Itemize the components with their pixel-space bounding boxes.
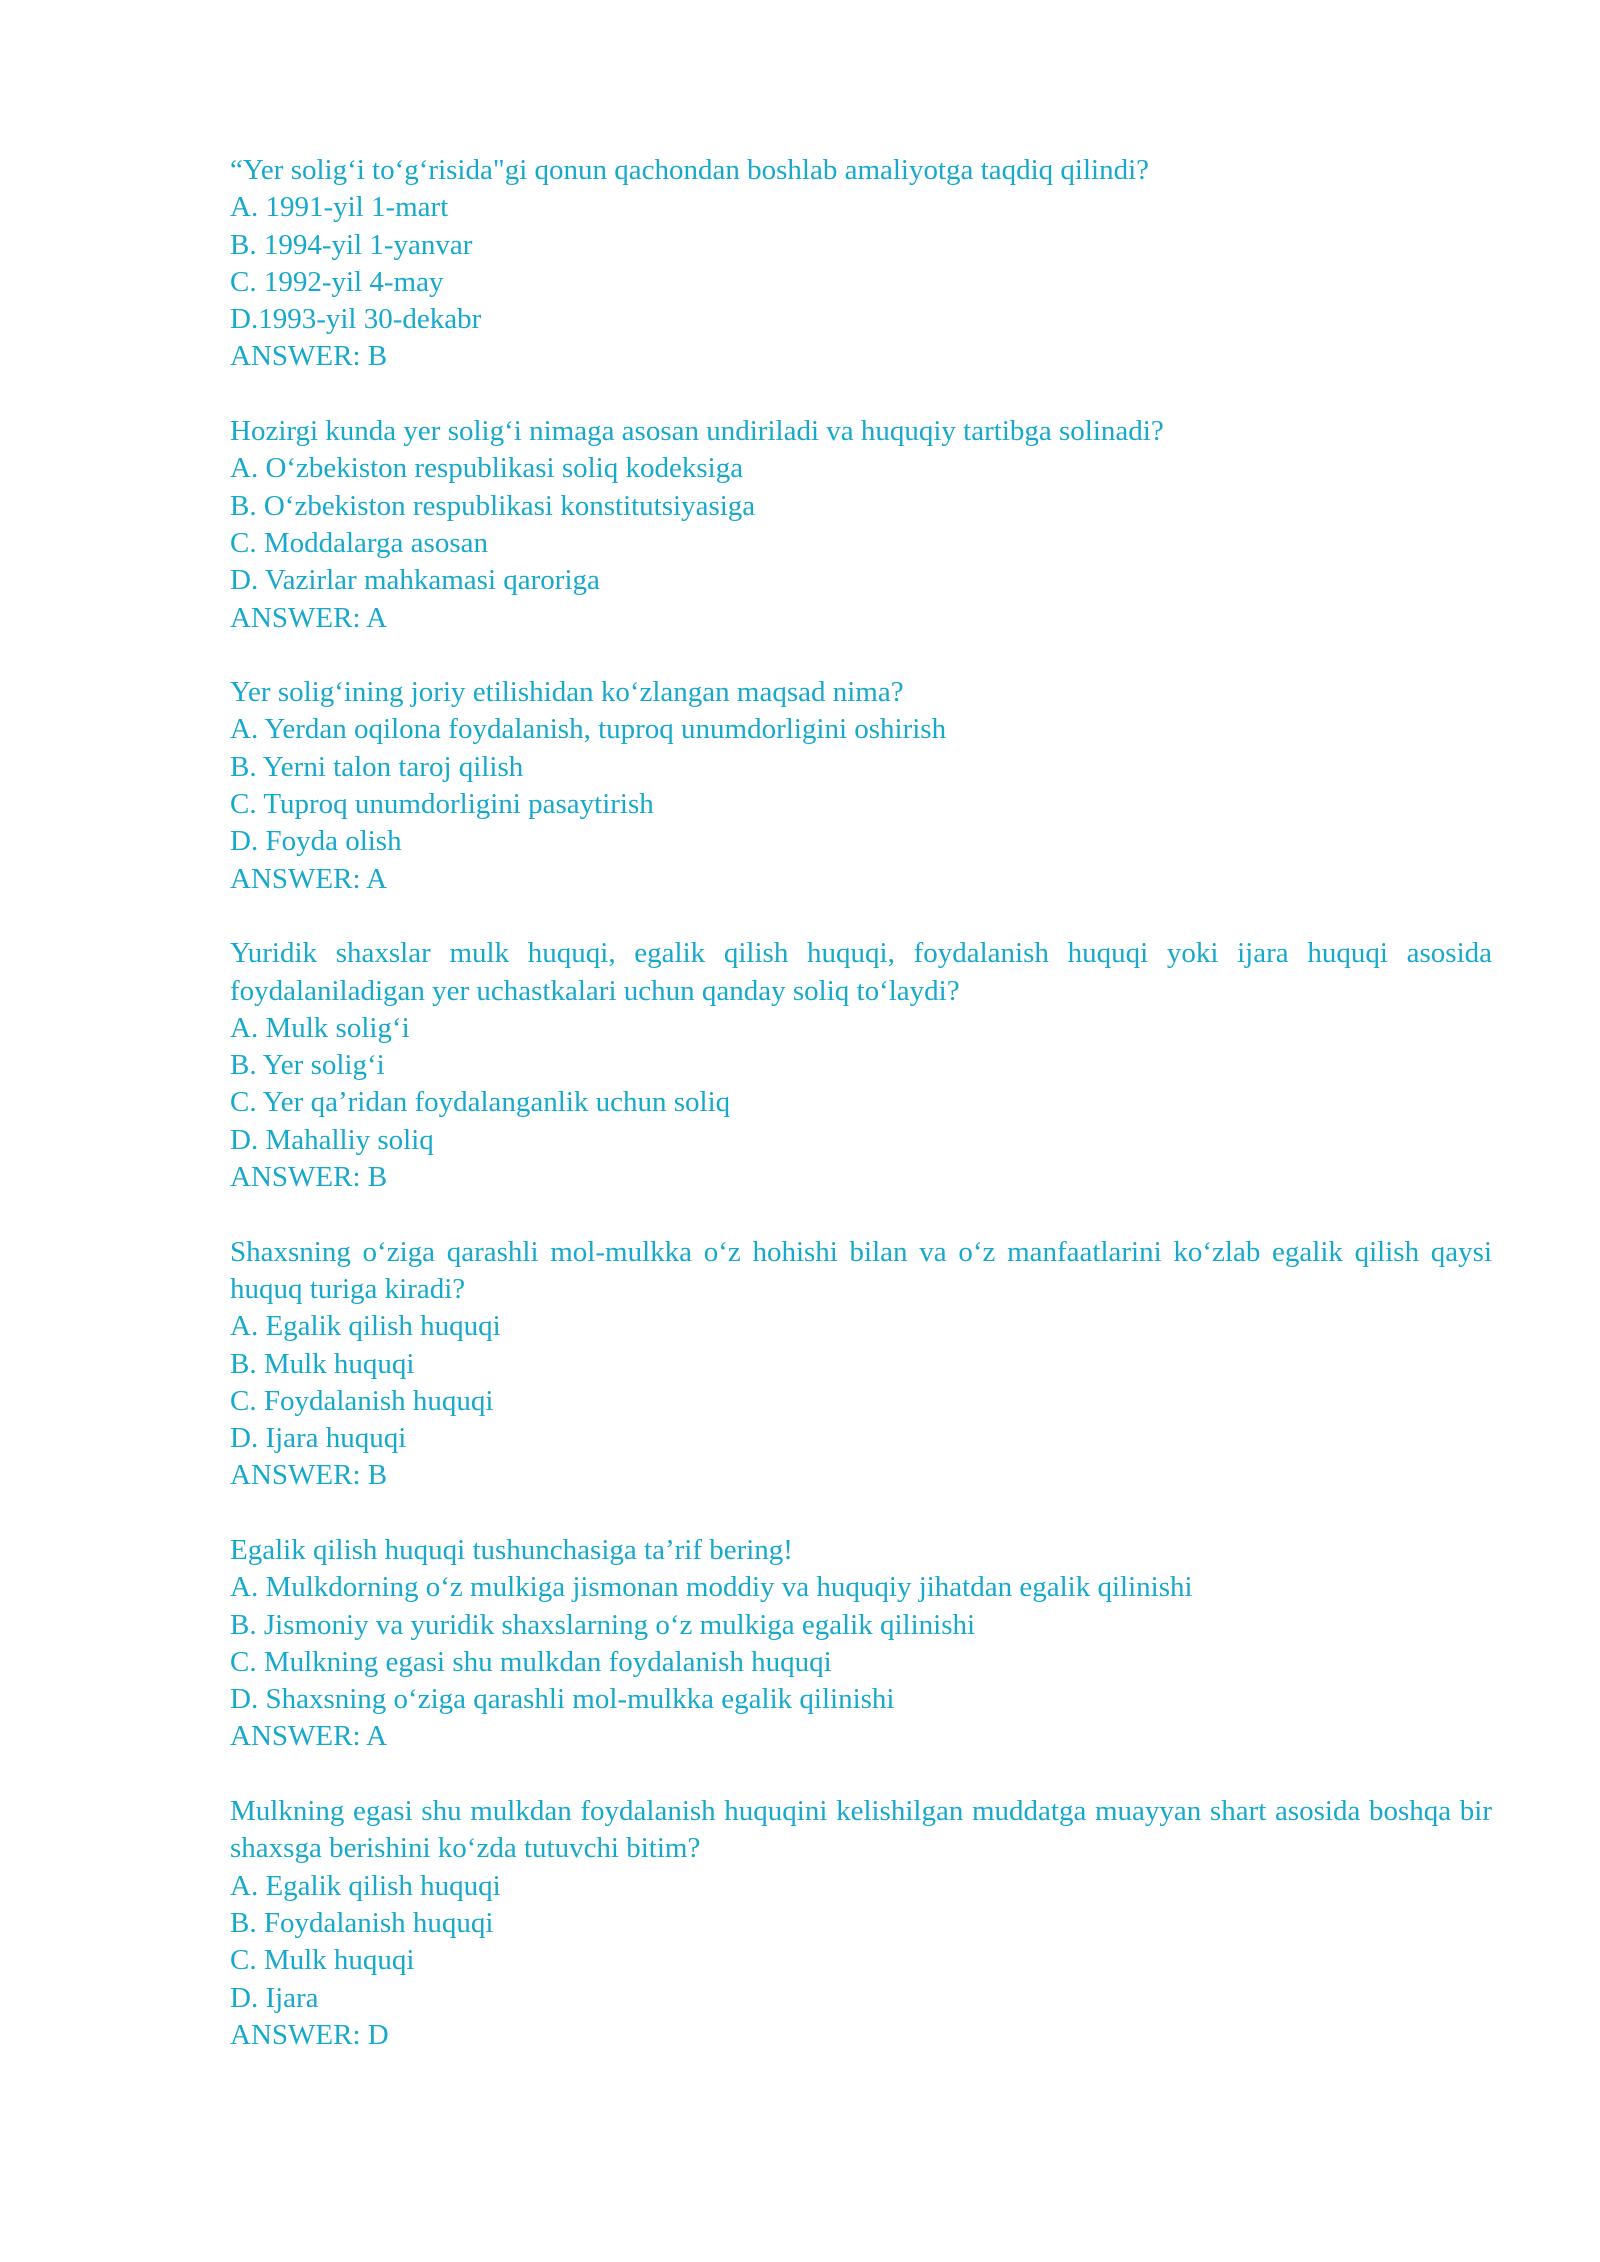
answer-option: D. Shaxsning o‘ziga qarashli mol-mulkka egalik qilinishi xyxy=(230,1683,895,1716)
answer-option: A. Yerdan oqilona foydalanish, tuproq unumdorligini oshirish xyxy=(230,713,947,746)
answer-option: B. Yer solig‘i xyxy=(230,1049,385,1082)
question-text: Egalik qilish huquqi tushunchasiga ta’rif bering! xyxy=(230,1533,793,1566)
answer-option: D. Foyda olish xyxy=(230,825,402,858)
question-text: Yuridik shaxslar mulk huquqi, egalik qilish huquqi, foydalanish huquqi yoki ijara huquqi asosida foydalaniladigan yer uchastkalari uchun qanday soliq to‘laydi? xyxy=(230,937,1492,1007)
answer-option: D. Ijara xyxy=(230,1981,319,2014)
answer-option: B. 1994-yil 1-yanvar xyxy=(230,228,473,261)
answer-option: B. Mulk huquqi xyxy=(230,1347,415,1380)
answer-option: A. Mulkdorning o‘z mulkiga jismonan moddiy va huquqiy jihatdan egalik qilinishi xyxy=(230,1571,1193,1604)
quiz-content xyxy=(230,152,1492,2091)
correct-answer: ANSWER: A xyxy=(230,601,388,634)
answer-option: D.1993-yil 30-dekabr xyxy=(230,303,482,336)
question-text: “Yer solig‘i to‘g‘risida"gi qonun qachondan boshlab amaliyotga taqdiq qilindi? xyxy=(230,154,1150,186)
answer-option: C. Yer qa’ridan foydalanganlik uchun soliq xyxy=(230,1086,731,1119)
question-block xyxy=(230,413,1492,637)
correct-answer: ANSWER: B xyxy=(230,1161,388,1194)
question-block xyxy=(230,674,1492,898)
question-block xyxy=(230,1793,1492,2054)
answer-option: A. Egalik qilish huquqi xyxy=(230,1310,501,1343)
answer-option: D. Vazirlar mahkamasi qaroriga xyxy=(230,564,600,597)
answer-option: A. O‘zbekiston respublikasi soliq kodeksiga xyxy=(230,452,744,485)
question-text: Hozirgi kunda yer solig‘i nimaga asosan undiriladi va huquqiy tartibga solinadi? xyxy=(230,415,1164,448)
answer-option: D. Ijara huquqi xyxy=(230,1422,407,1455)
question-block xyxy=(230,152,1492,376)
answer-option: C. 1992-yil 4-may xyxy=(230,265,444,298)
correct-answer: ANSWER: B xyxy=(230,1459,388,1492)
answer-option: B. Yerni talon taroj qilish xyxy=(230,750,524,783)
correct-answer: ANSWER: D xyxy=(230,2018,389,2051)
answer-option: C. Tuproq unumdorligini pasaytirish xyxy=(230,788,654,821)
question-block xyxy=(230,1532,1492,1756)
correct-answer: ANSWER: A xyxy=(230,862,388,895)
correct-answer: ANSWER: B xyxy=(230,340,388,373)
answer-option: B. Jismoniy va yuridik shaxslarning o‘z mulkiga egalik qilinishi xyxy=(230,1608,976,1641)
question-text: Shaxsning o‘ziga qarashli mol-mulkka o‘z hohishi bilan va o‘z manfaatlarini ko‘zlab egalik qilish qaysi huquq turiga kiradi? xyxy=(230,1235,1492,1305)
answer-option: C. Foydalanish huquqi xyxy=(230,1384,494,1417)
question-block xyxy=(230,935,1492,1196)
answer-option: C. Mulkning egasi shu mulkdan foydalanish huquqi xyxy=(230,1645,832,1678)
correct-answer: ANSWER: A xyxy=(230,1720,388,1753)
answer-option: A. Mulk solig‘i xyxy=(230,1011,410,1044)
answer-option: C. Moddalarga asosan xyxy=(230,526,488,559)
question-text: Mulkning egasi shu mulkdan foydalanish huquqini kelishilgan muddatga muayyan shart asosida boshqa bir shaxsga berishini ko‘zda tutuvchi bitim? xyxy=(230,1795,1492,1865)
answer-option: A. Egalik qilish huquqi xyxy=(230,1869,501,1902)
answer-option: A. 1991-yil 1-mart xyxy=(230,191,449,224)
answer-option: B. O‘zbekiston respublikasi konstitutsiyasiga xyxy=(230,489,756,522)
answer-option: D. Mahalliy soliq xyxy=(230,1123,434,1156)
answer-option: C. Mulk huquqi xyxy=(230,1944,415,1977)
question-block xyxy=(230,1234,1492,1495)
answer-option: B. Foydalanish huquqi xyxy=(230,1906,494,1939)
question-text: Yer solig‘ining joriy etilishidan ko‘zlangan maqsad nima? xyxy=(230,676,904,709)
